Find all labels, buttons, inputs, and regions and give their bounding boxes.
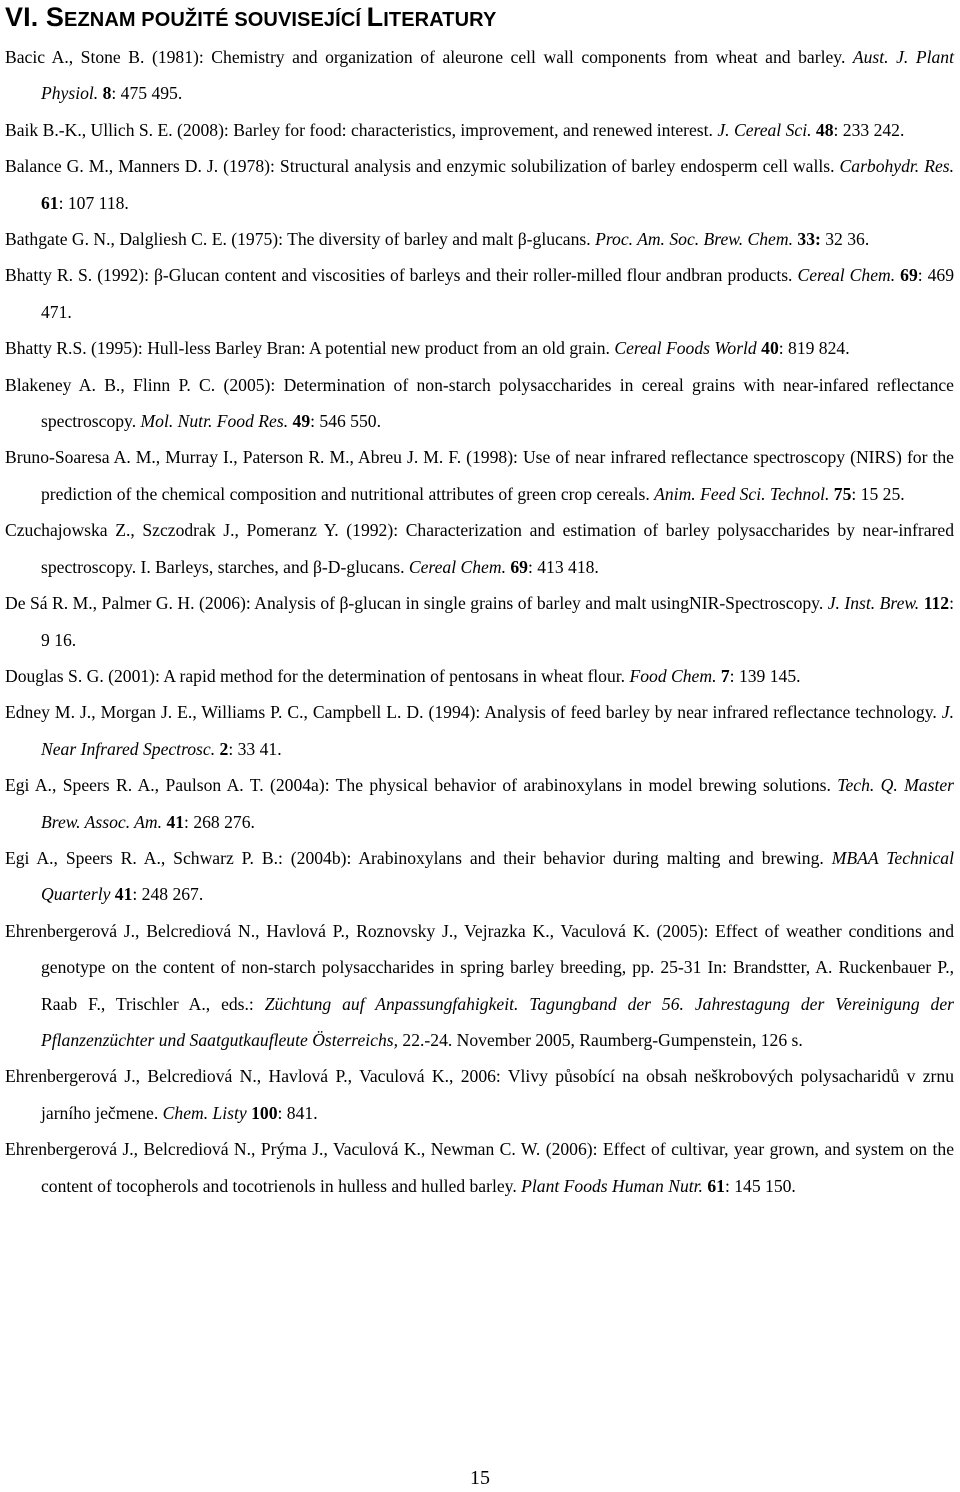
heading-initial-1: S	[45, 2, 65, 32]
reference-pages: : 139 145.	[729, 665, 801, 686]
reference-authors: Douglas S. G. (2001): A rapid method for the determination of pentosans in wheat flour.	[5, 665, 626, 686]
reference-pages: : 248 267.	[132, 884, 204, 905]
reference-journal: Carbohydr. Res.	[839, 156, 955, 177]
reference-item	[5, 767, 954, 840]
reference-authors: Bhatty R. S. (1992): β-Glucan content and viscosities of barleys and their roller-milled flour andbran products.	[5, 265, 793, 286]
reference-journal: Aust. J. Plant Physiol.	[41, 47, 954, 104]
reference-pages: : 469 471.	[41, 265, 955, 322]
reference-journal: Proc. Am. Soc. Brew. Chem.	[595, 229, 793, 250]
reference-journal: Mol. Nutr. Food Res.	[140, 411, 289, 432]
reference-volume: 8	[102, 83, 112, 104]
reference-authors: Ehrenbergerová J., Belcrediová N., Havlová P., Vaculová K., 2006: Vlivy působící na obsah neškrobových polysacharidů v zrnu jarního ječmene.	[5, 1066, 954, 1123]
reference-journal: Chem. Listy	[162, 1102, 247, 1123]
reference-pages: : 233 242.	[833, 119, 905, 140]
reference-journal: Food Chem.	[629, 665, 717, 686]
reference-volume: 75	[833, 483, 852, 504]
reference-authors: Czuchajowska Z., Szczodrak J., Pomeranz Y. (1992): Characterization and estimation of barley polysaccharides by near-infrared spectroscopy. I. Barleys, starches, and β-D-glucans.	[5, 520, 954, 577]
reference-pages: : 268 276.	[184, 811, 255, 832]
section-heading	[5, 0, 954, 39]
heading-number: VI.	[5, 2, 46, 32]
reference-volume: 100	[251, 1102, 278, 1123]
reference-pages: : 819 824.	[778, 338, 850, 359]
reference-authors: Balance G. M., Manners D. J. (1978): Structural analysis and enzymic solubilization of barley endosperm cell walls.	[5, 156, 835, 177]
reference-journal: Tech. Q. Master Brew. Assoc. Am.	[41, 775, 954, 832]
page-number: 15	[470, 1467, 490, 1489]
reference-pages: : 33 41.	[228, 738, 282, 759]
reference-volume: 112	[923, 593, 950, 614]
reference-item	[5, 330, 954, 366]
reference-pages: 32 36.	[820, 229, 870, 250]
reference-pages: : 841.	[277, 1102, 318, 1123]
reference-journal: Anim. Feed Sci. Technol.	[654, 483, 830, 504]
reference-journal: Züchtung auf Anpassungfahigkeit. Tagungband der 56. Jahrestagung der Vereinigung der Pflanzenzüchter und Saatgutkaufleute Österreichs,	[41, 993, 954, 1050]
reference-volume: 69	[510, 556, 528, 577]
reference-item	[5, 439, 954, 512]
reference-authors: Bhatty R.S. (1995): Hull-less Barley Bran: A potential new product from an old grain.	[5, 338, 610, 359]
reference-journal: Cereal Chem.	[408, 556, 506, 577]
reference-pages: : 15 25.	[851, 483, 905, 504]
reference-journal: Cereal Foods World	[614, 338, 757, 359]
reference-volume: 2	[219, 738, 229, 759]
reference-authors: Edney M. J., Morgan J. E., Williams P. C., Campbell L. D. (1994): Analysis of feed barley by near infrared reflectance technology.	[5, 702, 937, 723]
reference-item	[5, 257, 954, 330]
reference-item	[5, 1131, 954, 1204]
reference-authors: Bacic A., Stone B. (1981): Chemistry and organization of aleurone cell wall components from wheat and barley.	[5, 47, 846, 67]
reference-item	[5, 39, 954, 112]
reference-journal: Cereal Chem.	[797, 265, 896, 286]
reference-pages: : 145 150.	[724, 1175, 796, 1196]
reference-journal: J. Near Infrared Spectrosc.	[41, 702, 954, 759]
reference-item	[5, 112, 954, 148]
heading-smallcaps-2: ITERATURY	[383, 9, 497, 31]
reference-authors: Egi A., Speers R. A., Paulson A. T. (2004a): The physical behavior of arabinoxylans in model brewing solutions.	[5, 775, 831, 796]
reference-pages: : 475 495.	[111, 83, 183, 104]
reference-authors: De Sá R. M., Palmer G. H. (2006): Analysis of β-glucan in single grains of barley and malt usingNIR-Spectroscopy.	[5, 593, 824, 614]
heading-initial-2: L	[366, 2, 384, 32]
reference-journal: J. Inst. Brew.	[827, 593, 920, 614]
reference-pages: : 546 550.	[310, 411, 381, 432]
reference-item	[5, 913, 954, 1059]
reference-authors: Bathgate G. N., Dalgliesh C. E. (1975): The diversity of barley and malt β-glucans.	[5, 229, 591, 250]
reference-volume: 49	[292, 411, 311, 432]
reference-volume: 69	[900, 265, 918, 286]
reference-item	[5, 585, 954, 658]
reference-item	[5, 512, 954, 585]
reference-item	[5, 367, 954, 440]
reference-item	[5, 658, 954, 694]
reference-authors: Baik B.-K., Ullich S. E. (2008): Barley for food: characteristics, improvement, and renewed interest.	[5, 119, 713, 140]
reference-item	[5, 694, 954, 767]
reference-pages: : 9 16.	[41, 593, 954, 650]
reference-authors: Ehrenbergerová J., Belcrediová N., Prýma J., Vaculová K., Newman C. W. (2006): Effect of cultivar, year grown, and system on the content of tocopherols and tocotrienols in hulless and hulled barley.	[5, 1139, 954, 1196]
reference-list	[5, 39, 954, 1204]
reference-item	[5, 221, 954, 257]
reference-volume: 61	[707, 1175, 725, 1196]
reference-item	[5, 840, 954, 913]
reference-volume: 7	[720, 665, 730, 686]
reference-item	[5, 1058, 954, 1131]
reference-volume: 33:	[797, 229, 821, 250]
reference-volume: 61	[41, 192, 59, 213]
reference-journal: J. Cereal Sci.	[717, 119, 812, 140]
heading-smallcaps-1: EZNAM POUŽITÉ SOUVISEJÍCÍ	[64, 9, 367, 31]
reference-volume: 41	[166, 811, 185, 832]
reference-authors: Blakeney A. B., Flinn P. C. (2005): Determination of non-starch polysaccharides in cereal grains with near-infared reflectance spectroscopy.	[5, 374, 954, 432]
reference-pages: : 107 118.	[58, 192, 129, 213]
reference-authors: Bruno-Soaresa A. M., Murray I., Paterson R. M., Abreu J. M. F. (1998): Use of near infrared reflectance spectroscopy (NIRS) for the prediction of the chemical composition and nutritional attributes of green crop cereals.	[5, 447, 954, 504]
reference-journal: Plant Foods Human Nutr.	[521, 1175, 703, 1196]
reference-volume: 48	[815, 119, 834, 140]
reference-journal: MBAA Technical Quarterly	[41, 847, 954, 905]
reference-item	[5, 148, 954, 221]
reference-volume: 40	[761, 338, 779, 359]
reference-authors: Ehrenbergerová J., Belcrediová N., Havlová P., Roznovsky J., Vejrazka K., Vaculová K. (2005): Effect of weather conditions and genotype on the content of non-starch polysaccharides in spring barley breeding, pp. 25-31 In: Brandstter, A. Ruckenbauer P., Raab F., Trischler A., eds.:	[5, 920, 954, 1014]
reference-volume: 41	[114, 884, 133, 905]
reference-pages: : 413 418.	[527, 556, 599, 577]
reference-pages: 22.-24. November 2005, Raumberg-Gumpenstein, 126 s.	[398, 1029, 803, 1050]
reference-authors: Egi A., Speers R. A., Schwarz P. B.: (2004b): Arabinoxylans and their behavior during malting and brewing.	[5, 847, 824, 868]
